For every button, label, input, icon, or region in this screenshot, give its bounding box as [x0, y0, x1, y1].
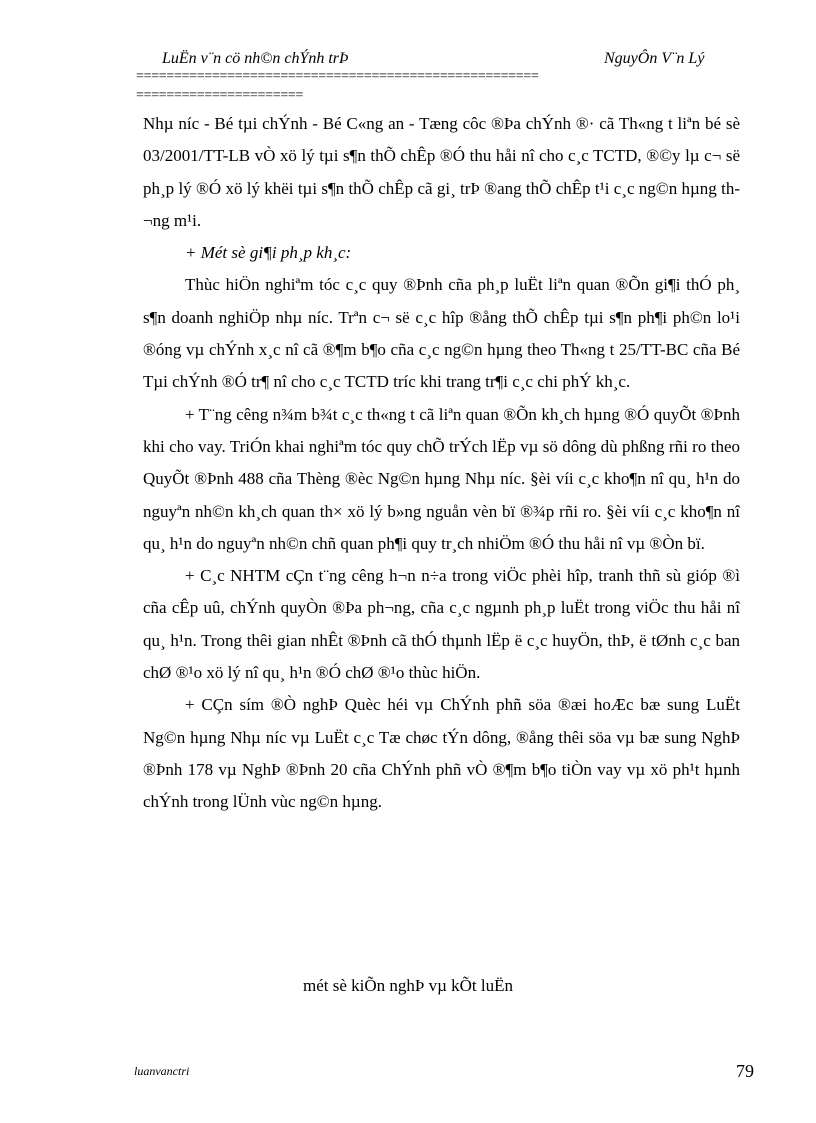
paragraph-5: + C¸c NHTM cÇn t¨ng cêng h¬n n÷a trong viÖc phèi hîp, tranh thñ sù gióp ®ì cña cÊp uû, chÝnh quyÒn ®Þa ph¬ng, cña c¸c ngµnh ph¸p luËt trong viÖc thu håi nî qu¸ h¹n. Trong thêi gian nhÊt ®Þnh cã thÓ thµnh lËp ë c¸c huyÖn, thÞ, ë tØnh c¸c ban chØ ®¹o xö lý nî qu¸ h¹n ®Ó chØ ®¹o thùc hiÖn. [143, 566, 740, 683]
section-title: mét sè kiÕn nghÞ vµ kÕt luËn [302, 976, 513, 995]
header-author: NguyÔn V¨n Lý [604, 50, 705, 67]
page-number: 79 [736, 1061, 754, 1081]
paragraph-1: Nhµ níc - Bé tµi chÝnh - Bé C«ng an - Tæng côc ®Þa chÝnh ®· cã Th«ng t liªn bé sè 03/2001/TT-LB vÒ xö lý tµi s¶n thÕ chÊp ®Ó thu håi nî cho c¸c TCTD, ®©y lµ c¬ së ph¸p lý ®Ó xö lý khëi tµi s¶n thÕ chÊp cã gi¸ trÞ ®ang thÕ chÊp t¹i c¸c ng©n hµng th¬ng m¹i. [143, 114, 740, 230]
subheading-other-solutions: + Mét sè gi¶i ph¸p kh¸c: [185, 243, 352, 263]
header-title: LuËn v¨n cö nh©n chÝnh trÞ [162, 50, 349, 67]
paragraph-3: Thùc hiÖn nghiªm tóc c¸c quy ®Þnh cña ph¸p luËt liªn quan ®Õn gi¶i thÓ ph¸ s¶n doanh nghiÖp nhµ níc. Trªn c¬ së c¸c hîp ®ång thÕ chÊp tµi s¶n ph¶i ph©n lo¹i ®óng vµ chÝnh x¸c nî cã ®¶m b¶o cña c¸c ng©n hµng theo Th«ng t 25/TT-BC cña Bé Tµi chÝnh ®Ó tr¶ nî cho c¸c TCTD tríc khi trang tr¶i c¸c chi phÝ kh¸c. [143, 275, 740, 392]
paragraph-4: + T¨ng cêng n¾m b¾t c¸c th«ng t cã liªn quan ®Õn kh¸ch hµng ®Ó quyÕt ®Þnh khi cho vay. TriÓn khai nghiªm tóc quy chÕ trÝch lËp vµ sö dông dù phßng rñi ro theo QuyÕt ®Þnh 488 cña Thèng ®èc Ng©n hµng Nhµ níc. §èi víi c¸c kho¶n nî qu¸ h¹n do nguyªn nh©n kh¸ch quan th× xö lý b»ng nguån vèn bï ®¾p rñi ro. §èi víi c¸c kho¶n nî qu¸ h¹n do nguyªn nh©n chñ quan ph¶i quy tr¸ch nhiÖm ®Ó thu håi nî vµ ®Òn bï. [143, 404, 740, 553]
paragraph-6: + CÇn sím ®Ò nghÞ Quèc héi vµ ChÝnh phñ söa ®æi hoÆc bæ sung LuËt Ng©n hµng Nhµ níc vµ LuËt c¸c Tæ chøc tÝn dông, ®ång thêi söa vµ bæ sung NghÞ ®Þnh 178 vµ NghÞ ®Þnh 20 cña ChÝnh phñ vÒ ®¶m b¶o tiÒn vay vµ xö ph¹t hµnh chÝnh trong lÜnh vùc ng©n hµng. [143, 695, 740, 812]
document-body [143, 108, 740, 819]
header-rule-line-1: ===================================================== [136, 69, 539, 84]
header-rule-line-2: ====================== [136, 88, 304, 103]
footer-site-name: luanvanctri [134, 1064, 190, 1078]
